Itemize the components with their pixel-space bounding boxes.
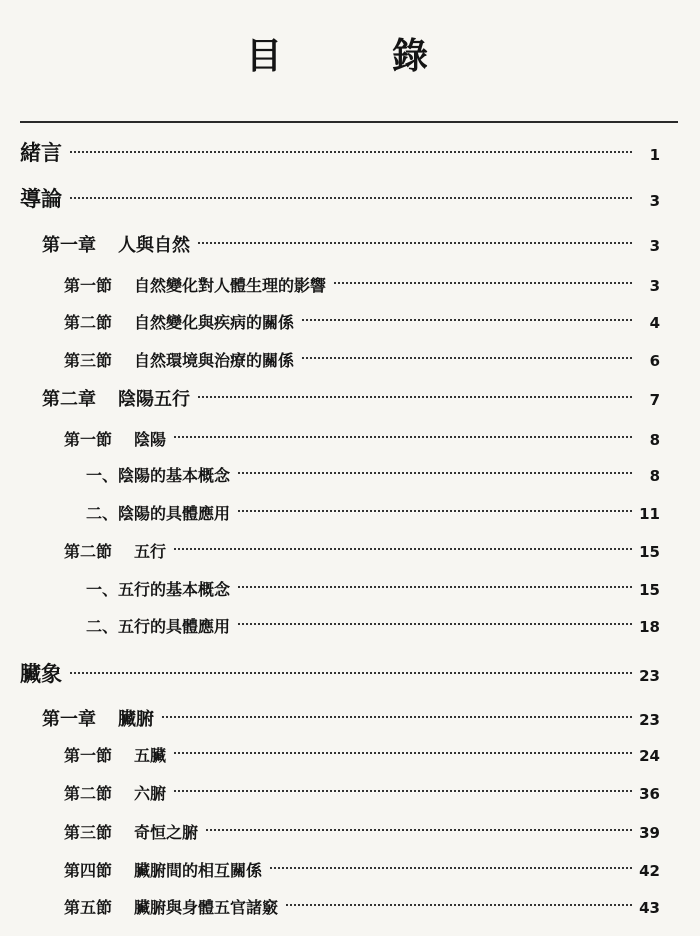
toc-entry-number: 第一節 bbox=[64, 746, 113, 765]
toc-entry-number: 第四節 bbox=[64, 861, 113, 880]
toc-entry-page: 3 bbox=[649, 192, 660, 210]
toc-entry-number: 第一節 bbox=[64, 276, 113, 295]
dot-leader bbox=[238, 472, 632, 474]
toc-entry-number: 第一章 bbox=[42, 709, 96, 730]
toc-entry-title: 臟腑與身體五官諸竅 bbox=[134, 898, 279, 917]
toc-entry-number: 第一章 bbox=[42, 235, 96, 256]
toc-entry-number: 第二章 bbox=[42, 389, 96, 410]
dot-leader bbox=[70, 151, 632, 153]
toc-entry-label bbox=[86, 607, 230, 647]
dot-leader bbox=[174, 790, 632, 792]
toc-entry-title: 緒言 bbox=[20, 140, 62, 165]
toc-entry bbox=[64, 303, 660, 343]
toc-entry-page: 8 bbox=[649, 467, 660, 485]
toc-entry-title: 二、陰陽的具體應用 bbox=[86, 504, 231, 523]
toc-entry-title: 二、五行的具體應用 bbox=[86, 617, 231, 636]
dot-leader bbox=[70, 197, 632, 199]
toc-entry-title: 人與自然 bbox=[118, 235, 190, 256]
toc-entry-label bbox=[20, 654, 62, 694]
toc-entry-page: 24 bbox=[639, 747, 660, 765]
toc-entry-label bbox=[64, 813, 198, 853]
toc-entry-page: 8 bbox=[649, 431, 660, 449]
toc-entry-title: 一、五行的基本概念 bbox=[86, 580, 231, 599]
dot-leader bbox=[198, 396, 632, 398]
dot-leader bbox=[334, 282, 632, 284]
toc-entry-label bbox=[42, 380, 190, 420]
toc-entry-label bbox=[64, 888, 278, 928]
toc-entry-title: 一、陰陽的基本概念 bbox=[86, 466, 231, 485]
toc-entry bbox=[64, 888, 660, 928]
toc-entry bbox=[20, 654, 660, 694]
toc-entry bbox=[86, 456, 660, 496]
toc-entry bbox=[64, 851, 660, 891]
toc-entry-title: 臟腑 bbox=[118, 709, 154, 730]
toc-entry-title: 自然變化與疾病的關係 bbox=[134, 313, 295, 332]
toc-entry bbox=[20, 133, 660, 173]
toc-entry-page: 39 bbox=[639, 824, 660, 842]
dot-leader bbox=[174, 752, 632, 754]
toc-entry-page: 7 bbox=[649, 391, 660, 409]
toc-entry-title: 陰陽 bbox=[134, 430, 167, 449]
toc-entry-label bbox=[64, 736, 166, 776]
toc-entry-page: 15 bbox=[639, 543, 660, 561]
dot-leader bbox=[174, 548, 632, 550]
toc-entry-label bbox=[20, 133, 62, 173]
dot-leader bbox=[238, 510, 632, 512]
toc-entry-number: 第二節 bbox=[64, 313, 113, 332]
toc-entry bbox=[42, 226, 660, 266]
toc-entry-page: 3 bbox=[649, 237, 660, 255]
toc-entry-page: 36 bbox=[639, 785, 660, 803]
toc-entry-title: 陰陽五行 bbox=[118, 389, 190, 410]
toc-entry-page: 23 bbox=[639, 667, 660, 685]
toc-entry-page: 18 bbox=[639, 618, 660, 636]
toc-entry-title: 臟象 bbox=[20, 661, 62, 686]
toc-entry-title: 六腑 bbox=[134, 784, 167, 803]
toc-entry-label bbox=[64, 266, 326, 306]
toc-entry-title: 五行 bbox=[134, 542, 167, 561]
toc-entry bbox=[20, 179, 660, 219]
toc-entry-label bbox=[86, 456, 230, 496]
toc-entry-title: 導論 bbox=[20, 186, 62, 211]
dot-leader bbox=[70, 672, 632, 674]
dot-leader bbox=[238, 586, 632, 588]
title-divider bbox=[20, 121, 678, 123]
dot-leader bbox=[238, 623, 632, 625]
toc-entry-title: 臟腑間的相互關係 bbox=[134, 861, 263, 880]
toc-entry bbox=[64, 774, 660, 814]
toc-entry-page: 1 bbox=[649, 146, 660, 164]
toc-entry-label bbox=[64, 774, 166, 814]
toc-entry-number: 第五節 bbox=[64, 898, 113, 917]
toc-entry bbox=[64, 532, 660, 572]
toc-entry bbox=[86, 570, 660, 610]
toc-entry-label bbox=[64, 341, 294, 381]
toc-entry-label bbox=[64, 851, 262, 891]
title-char-1: 目 bbox=[246, 35, 289, 77]
toc-entry-label bbox=[86, 570, 230, 610]
toc-entry bbox=[64, 813, 660, 853]
title-char-2: 錄 bbox=[392, 35, 435, 77]
toc-entry-title: 自然環境與治療的關係 bbox=[134, 351, 295, 370]
toc-entry-label bbox=[42, 700, 154, 740]
toc-entry bbox=[86, 607, 660, 647]
toc-entry-number: 第一節 bbox=[64, 430, 113, 449]
toc-entry-label bbox=[20, 179, 62, 219]
toc-entry-label bbox=[64, 532, 166, 572]
toc-entry bbox=[42, 380, 660, 420]
dot-leader bbox=[286, 904, 632, 906]
toc-entry bbox=[86, 494, 660, 534]
dot-leader bbox=[206, 829, 632, 831]
toc-entry-title: 五臟 bbox=[134, 746, 167, 765]
toc-entry-number: 第三節 bbox=[64, 823, 113, 842]
toc-entry-title: 奇恒之腑 bbox=[134, 823, 199, 842]
toc-entry-number: 第二節 bbox=[64, 784, 113, 803]
toc-entry bbox=[64, 736, 660, 776]
toc-entry-page: 6 bbox=[649, 352, 660, 370]
dot-leader bbox=[198, 242, 632, 244]
toc-entry-label bbox=[86, 494, 230, 534]
toc-entry-page: 11 bbox=[639, 505, 660, 523]
dot-leader bbox=[302, 357, 632, 359]
dot-leader bbox=[174, 436, 632, 438]
dot-leader bbox=[162, 716, 632, 718]
toc-entry-number: 第二節 bbox=[64, 542, 113, 561]
dot-leader bbox=[302, 319, 632, 321]
toc-entry-page: 23 bbox=[639, 711, 660, 729]
toc-entry-page: 3 bbox=[649, 277, 660, 295]
toc-entry bbox=[64, 266, 660, 306]
toc-entry-number: 第三節 bbox=[64, 351, 113, 370]
toc-entry-label bbox=[64, 420, 166, 460]
toc-entry-label bbox=[42, 226, 190, 266]
dot-leader bbox=[270, 867, 632, 869]
toc-entry-page: 15 bbox=[639, 581, 660, 599]
toc-entry-title: 自然變化對人體生理的影響 bbox=[134, 276, 327, 295]
toc-entry-page: 4 bbox=[649, 314, 660, 332]
toc-entry bbox=[42, 700, 660, 740]
toc-entry-page: 43 bbox=[639, 899, 660, 917]
toc-entry-page: 42 bbox=[639, 862, 660, 880]
toc-entry-label bbox=[64, 303, 294, 343]
toc-entry bbox=[64, 420, 660, 460]
toc-entry bbox=[64, 341, 660, 381]
